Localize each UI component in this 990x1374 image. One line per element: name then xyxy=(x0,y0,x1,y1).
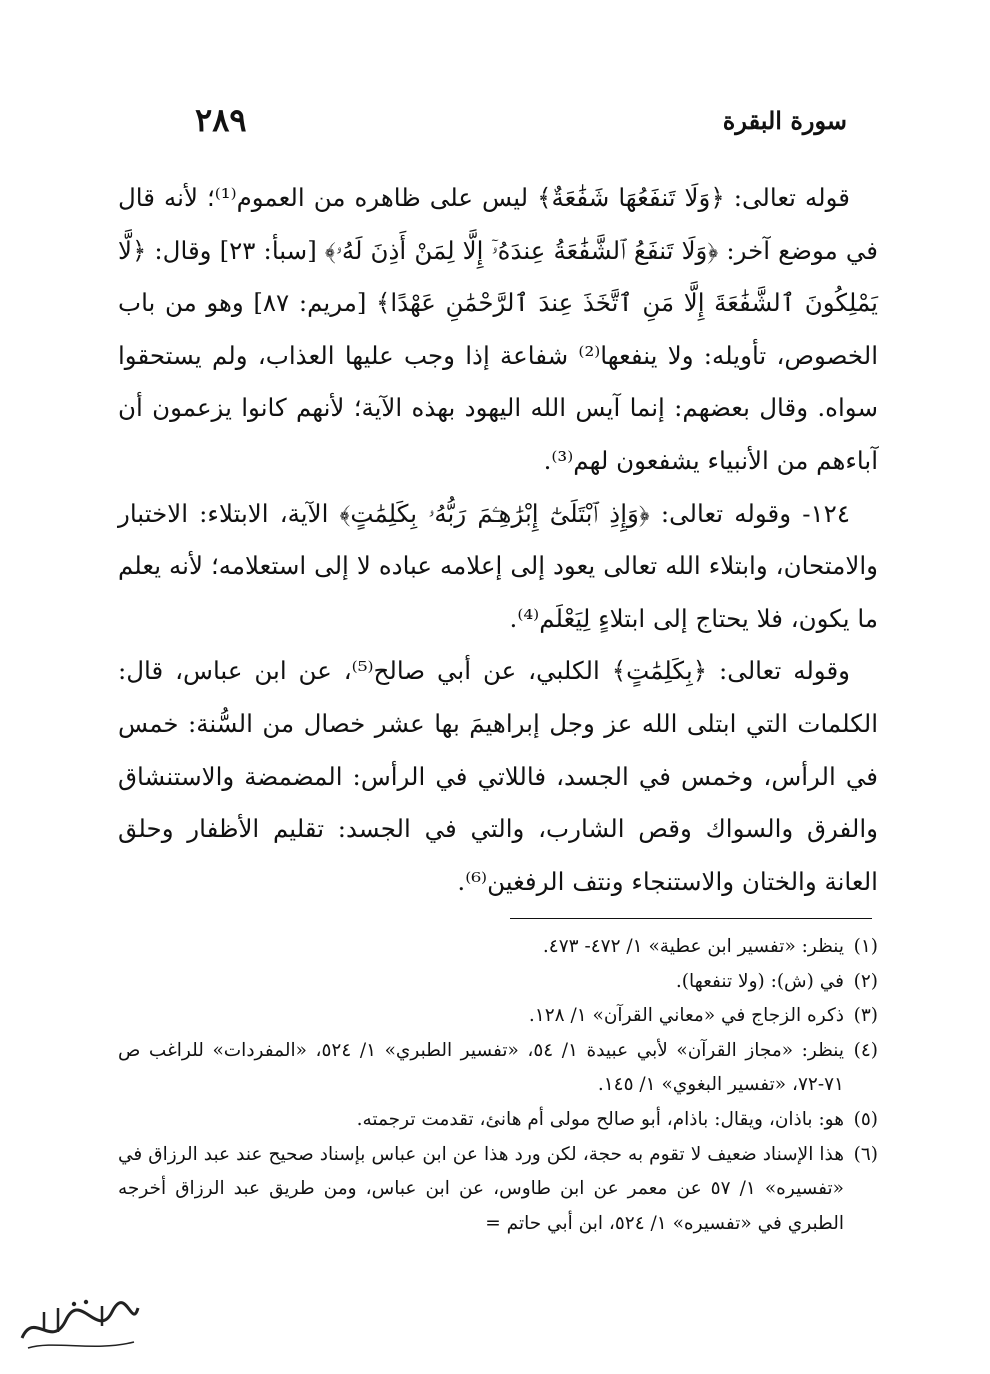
footnote-text: ينظر: «مجاز القرآن» لأبي عبيدة ١/ ٥٤، «تفسير الطبري» ١/ ٥٢٤، «المفردات» للراغب ص ٧١-٧٢، «تفسير البغوي» ١/ ١٤٥. xyxy=(118,1039,844,1096)
footnote xyxy=(118,1103,878,1138)
footnote-text: ذكره الزجاج في «معاني القرآن» ١/ ١٢٨. xyxy=(528,1005,844,1027)
footnote-number: (١) xyxy=(853,936,878,957)
page-header xyxy=(195,98,847,142)
paragraph: ١٢٤- وقوله تعالى: ﴿وَإِذِ ٱبْتَلَىٰٓ إِبْرَٰهِـۧمَ رَبُّهُۥ بِكَلِمَٰتٍ﴾ الآية، الابتلاء: الاختبار والامتحان، وابتلاء الله تعالى يعود إلى إعلامه عباده لا إلى استعلامه؛ لأنه يعلم ما يكون، فلا يحتاج إلى ابتلاءٍ لِيَعْلَم⁽⁴⁾. xyxy=(118,498,878,633)
footnote-number: (٦) xyxy=(853,1143,878,1165)
page-number: ٢٨٩ xyxy=(195,101,247,139)
footnote xyxy=(118,965,878,1000)
paragraph: وقوله تعالى: ﴿بِكَلِمَٰتٍ﴾ الكلبي، عن أبي صالح⁽⁵⁾، عن ابن عباس، قال: الكلمات التي ابتلى الله عز وجل إبراهيمَ بها عشر خصال من السُّنة: خمس في الرأس، وخمس في الجسد، فاللاتي في الرأس: المضمضة والاستنشاق والفرق والسواك وقص الشارب، والتي في الجسد: تقليم الأظفار وحلق العانة والختان والاستنجاء ونتف الرفغين⁽⁶⁾. xyxy=(118,656,878,896)
almoshaf-logo-icon xyxy=(14,1290,144,1360)
footnote-number: (٣) xyxy=(853,1005,878,1027)
footnote-number: (٥) xyxy=(853,1108,878,1130)
footnote xyxy=(118,999,878,1034)
footnote-number: (٢) xyxy=(853,970,878,992)
footnotes xyxy=(118,930,878,1241)
footnote-divider xyxy=(510,918,872,919)
footnote-text: ينظر: «تفسير ابن عطية» ١/ ٤٧٢- ٤٧٣. xyxy=(542,936,844,957)
footnote-text: في (ش): (ولا تنفعها). xyxy=(675,970,844,992)
footnote-text: هو: باذان، ويقال: باذام، أبو صالح مولى أم هانئ، تقدمت ترجمته. xyxy=(356,1108,844,1130)
main-text xyxy=(118,172,878,908)
paragraph: قوله تعالى: ﴿وَلَا تَنفَعُهَا شَفَٰعَةٌ﴾ ليس على ظاهره من العموم⁽¹⁾؛ لأنه قال في موضع آخر: ﴿وَلَا تَنفَعُ ٱلشَّفَٰعَةُ عِندَهُۥٓ إِلَّا لِمَنْ أَذِنَ لَهُۥ﴾ [سبأ: ٢٣] وقال: ﴿لَّا يَمْلِكُونَ ٱلشَّفَٰعَةَ إِلَّا مَنِ ٱتَّخَذَ عِندَ ٱلرَّحْمَٰنِ عَهْدًا﴾ [مريم: ٨٧] وهو من باب الخصوص، تأويله: ولا ينفعها⁽²⁾ شفاعة إذا وجب عليها العذاب، ولم يستحقوا سواه. وقال بعضهم: إنما آيس الله اليهود بهذه الآية؛ لأنهم كانوا يزعمون أن آباءهم من الأنبياء يشفعون لهم⁽³⁾. xyxy=(118,183,878,475)
footnote-number: (٤) xyxy=(853,1039,878,1061)
footnote-text: هذا الإسناد ضعيف لا تقوم به حجة، لكن ورد هذا عن ابن عباس بإسناد صحيح عند عبد الرزاق في «تفسيره» ١/ ٥٧ عن معمر عن ابن طاوس، عن ابن عباس، ومن طريق عبد الرزاق أخرجه الطبري في «تفسيره» ١/ ٥٢٤، ابن أبي حاتم = xyxy=(118,1143,844,1234)
footnote xyxy=(118,930,878,965)
footnote xyxy=(118,1138,878,1242)
surah-title: سورة البقرة xyxy=(722,105,847,135)
footnote xyxy=(118,1034,878,1103)
